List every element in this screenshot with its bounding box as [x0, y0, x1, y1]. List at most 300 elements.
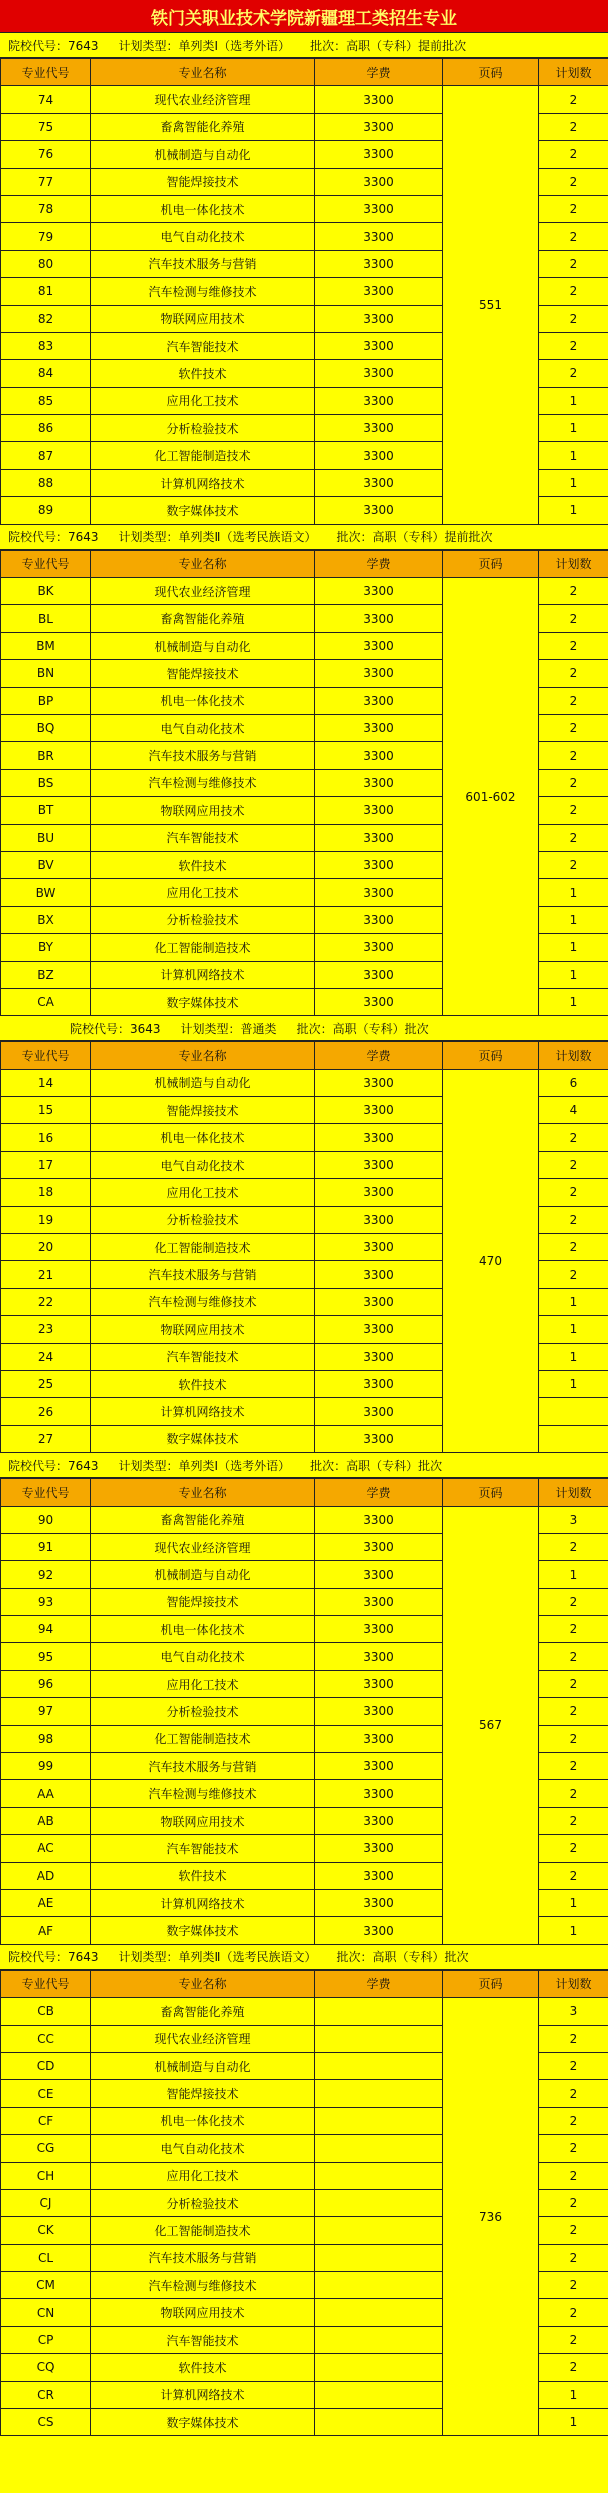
plan-count: 2 — [539, 742, 608, 769]
tuition: 3300 — [315, 1533, 443, 1560]
major-code: 95 — [1, 1643, 91, 1670]
section-info — [0, 1945, 608, 1970]
section-info-item: 计划类型：单列类Ⅰ（选考外语） — [118, 1458, 291, 1473]
table-row — [1, 1506, 608, 1533]
plan-count: 1 — [539, 442, 608, 469]
tuition: 3300 — [315, 278, 443, 305]
major-code: 16 — [1, 1124, 91, 1151]
major-name: 汽车技术服务与营销 — [91, 250, 315, 277]
major-code: BM — [1, 632, 91, 659]
major-name: 智能焊接技术 — [91, 2080, 315, 2107]
major-name: 软件技术 — [91, 2354, 315, 2381]
major-table — [0, 1970, 608, 2437]
plan-count: 2 — [539, 1807, 608, 1834]
major-code: BQ — [1, 714, 91, 741]
major-name: 汽车检测与维修技术 — [91, 769, 315, 796]
plan-count: 2 — [539, 2162, 608, 2189]
major-code: 86 — [1, 415, 91, 442]
plan-section — [0, 33, 608, 525]
major-name: 软件技术 — [91, 1370, 315, 1397]
major-code: BY — [1, 934, 91, 961]
tuition: 3300 — [315, 632, 443, 659]
tuition: 3300 — [315, 605, 443, 632]
major-code: BZ — [1, 961, 91, 988]
page-number: 601-602 — [443, 578, 539, 1016]
major-code: BN — [1, 660, 91, 687]
major-code: 93 — [1, 1588, 91, 1615]
plan-count: 2 — [539, 714, 608, 741]
plan-count: 1 — [539, 961, 608, 988]
major-code: 25 — [1, 1370, 91, 1397]
page-number: 736 — [443, 1998, 539, 2436]
plan-count: 2 — [539, 2107, 608, 2134]
plan-count: 2 — [539, 2189, 608, 2216]
section-info-item: 计划类型：普通类 — [180, 1021, 277, 1036]
plan-count: 3 — [539, 1506, 608, 1533]
major-name: 机电一体化技术 — [91, 195, 315, 222]
major-code: 76 — [1, 141, 91, 168]
plan-count: 2 — [539, 1698, 608, 1725]
plan-count: 1 — [539, 1316, 608, 1343]
major-name: 现代农业经济管理 — [91, 1533, 315, 1560]
tuition: 3300 — [315, 797, 443, 824]
column-header: 学费 — [315, 59, 443, 86]
plan-count: 1 — [539, 497, 608, 524]
major-code: 26 — [1, 1398, 91, 1425]
plan-count: 2 — [539, 769, 608, 796]
tuition: 3300 — [315, 1151, 443, 1178]
major-code: CL — [1, 2244, 91, 2271]
section-info-item: 计划类型：单列类Ⅱ（选考民族语文） — [118, 1950, 317, 1965]
major-name: 软件技术 — [91, 360, 315, 387]
major-name: 机械制造与自动化 — [91, 632, 315, 659]
plan-count: 2 — [539, 223, 608, 250]
tuition: 3300 — [315, 906, 443, 933]
column-header: 学费 — [315, 1042, 443, 1069]
tuition: 3300 — [315, 578, 443, 605]
major-name: 机械制造与自动化 — [91, 1561, 315, 1588]
major-code: BT — [1, 797, 91, 824]
column-header: 页码 — [443, 550, 539, 577]
plan-section — [0, 1453, 608, 1945]
major-name: 化工智能制造技术 — [91, 1725, 315, 1752]
tuition — [315, 2025, 443, 2052]
tuition: 3300 — [315, 305, 443, 332]
major-code: CK — [1, 2217, 91, 2244]
tuition: 3300 — [315, 1179, 443, 1206]
plan-count: 2 — [539, 168, 608, 195]
major-code: 27 — [1, 1425, 91, 1452]
tuition — [315, 2299, 443, 2326]
section-info-item: 院校代号：7643 — [8, 38, 99, 53]
major-name: 应用化工技术 — [91, 2162, 315, 2189]
major-name: 汽车检测与维修技术 — [91, 1780, 315, 1807]
plan-count: 1 — [539, 387, 608, 414]
plan-count: 1 — [539, 415, 608, 442]
plan-count: 2 — [539, 1261, 608, 1288]
tuition — [315, 2326, 443, 2353]
column-header: 计划数 — [539, 59, 608, 86]
tuition: 3300 — [315, 961, 443, 988]
major-name: 分析检验技术 — [91, 1698, 315, 1725]
tuition: 3300 — [315, 714, 443, 741]
major-code: 96 — [1, 1670, 91, 1697]
plan-count: 2 — [539, 2052, 608, 2079]
major-name: 智能焊接技术 — [91, 1588, 315, 1615]
major-code: 98 — [1, 1725, 91, 1752]
major-table — [0, 1478, 608, 1945]
plan-count: 2 — [539, 2217, 608, 2244]
tuition: 3300 — [315, 1288, 443, 1315]
page-number: 470 — [443, 1069, 539, 1452]
tuition: 3300 — [315, 86, 443, 113]
plan-count: 2 — [539, 1179, 608, 1206]
tuition: 3300 — [315, 1370, 443, 1397]
plan-count: 2 — [539, 1533, 608, 1560]
column-header: 页码 — [443, 59, 539, 86]
plan-count: 2 — [539, 86, 608, 113]
section-info-item: 院校代号：7643 — [8, 1950, 99, 1965]
major-code: 87 — [1, 442, 91, 469]
major-table — [0, 550, 608, 1017]
major-name: 物联网应用技术 — [91, 1316, 315, 1343]
table-row — [1, 86, 608, 113]
tuition — [315, 2217, 443, 2244]
major-code: 21 — [1, 1261, 91, 1288]
section-info — [0, 33, 608, 58]
tuition — [315, 2244, 443, 2271]
plan-count: 2 — [539, 113, 608, 140]
tuition: 3300 — [315, 360, 443, 387]
section-info — [0, 1453, 608, 1478]
column-header: 专业代号 — [1, 1970, 91, 1997]
major-name: 数字媒体技术 — [91, 1425, 315, 1452]
tuition: 3300 — [315, 1616, 443, 1643]
major-name: 智能焊接技术 — [91, 1097, 315, 1124]
major-code: CP — [1, 2326, 91, 2353]
plan-count: 2 — [539, 1753, 608, 1780]
plan-section — [0, 1945, 608, 2437]
major-name: 汽车检测与维修技术 — [91, 278, 315, 305]
major-name: 畜禽智能化养殖 — [91, 1506, 315, 1533]
plan-count: 1 — [539, 906, 608, 933]
plan-count: 2 — [539, 1725, 608, 1752]
major-name: 数字媒体技术 — [91, 497, 315, 524]
major-name: 智能焊接技术 — [91, 660, 315, 687]
tuition: 3300 — [315, 113, 443, 140]
tuition — [315, 2162, 443, 2189]
major-name: 应用化工技术 — [91, 1670, 315, 1697]
major-code: CQ — [1, 2354, 91, 2381]
major-code: CE — [1, 2080, 91, 2107]
major-code: 91 — [1, 1533, 91, 1560]
major-code: 99 — [1, 1753, 91, 1780]
tuition: 3300 — [315, 1835, 443, 1862]
major-name: 畜禽智能化养殖 — [91, 1998, 315, 2025]
section-info-item: 院校代号：7643 — [8, 1458, 99, 1473]
tuition: 3300 — [315, 1069, 443, 1096]
plan-count: 2 — [539, 278, 608, 305]
major-code: CR — [1, 2381, 91, 2408]
major-code: 15 — [1, 1097, 91, 1124]
tuition: 3300 — [315, 1506, 443, 1533]
major-name: 计算机网络技术 — [91, 1398, 315, 1425]
major-name: 化工智能制造技术 — [91, 1234, 315, 1261]
column-header: 学费 — [315, 1479, 443, 1506]
major-name: 物联网应用技术 — [91, 797, 315, 824]
column-header: 专业代号 — [1, 59, 91, 86]
column-header: 页码 — [443, 1042, 539, 1069]
major-name: 机电一体化技术 — [91, 2107, 315, 2134]
plan-count: 2 — [539, 1643, 608, 1670]
column-header: 计划数 — [539, 1970, 608, 1997]
major-code: 78 — [1, 195, 91, 222]
header-row — [1, 550, 608, 577]
page-number: 567 — [443, 1506, 539, 1944]
tuition: 3300 — [315, 1670, 443, 1697]
major-code: BP — [1, 687, 91, 714]
tuition: 3300 — [315, 223, 443, 250]
tuition — [315, 2381, 443, 2408]
major-code: 81 — [1, 278, 91, 305]
plan-count: 1 — [539, 1288, 608, 1315]
major-code: 20 — [1, 1234, 91, 1261]
plan-count: 1 — [539, 1343, 608, 1370]
column-header: 专业名称 — [91, 1479, 315, 1506]
tuition: 3300 — [315, 1206, 443, 1233]
major-name: 应用化工技术 — [91, 1179, 315, 1206]
plan-count: 2 — [539, 2326, 608, 2353]
tuition — [315, 2409, 443, 2436]
plan-section — [0, 525, 608, 1017]
tuition: 3300 — [315, 934, 443, 961]
major-name: 分析检验技术 — [91, 415, 315, 442]
major-name: 物联网应用技术 — [91, 1807, 315, 1834]
tuition: 3300 — [315, 1698, 443, 1725]
plan-count: 2 — [539, 632, 608, 659]
plan-count: 2 — [539, 1616, 608, 1643]
major-name: 电气自动化技术 — [91, 2135, 315, 2162]
plan-count: 1 — [539, 934, 608, 961]
major-code: CF — [1, 2107, 91, 2134]
major-code: 94 — [1, 1616, 91, 1643]
tuition: 3300 — [315, 1753, 443, 1780]
major-code: CB — [1, 1998, 91, 2025]
major-name: 汽车智能技术 — [91, 2326, 315, 2353]
column-header: 页码 — [443, 1970, 539, 1997]
tuition: 3300 — [315, 1807, 443, 1834]
tuition: 3300 — [315, 742, 443, 769]
plan-count: 1 — [539, 1890, 608, 1917]
plan-count: 2 — [539, 1835, 608, 1862]
plan-count: 2 — [539, 605, 608, 632]
major-code: BR — [1, 742, 91, 769]
plan-count: 2 — [539, 1588, 608, 1615]
tuition: 3300 — [315, 1124, 443, 1151]
section-info-item: 批次：高职（专科）提前批次 — [336, 530, 493, 545]
tuition: 3300 — [315, 769, 443, 796]
major-name: 电气自动化技术 — [91, 714, 315, 741]
tuition: 3300 — [315, 851, 443, 878]
column-header: 专业名称 — [91, 1042, 315, 1069]
column-header: 专业名称 — [91, 59, 315, 86]
major-code: AC — [1, 1835, 91, 1862]
major-code: 22 — [1, 1288, 91, 1315]
section-info-item: 批次：高职（专科）批次 — [336, 1950, 469, 1965]
plan-count: 3 — [539, 1998, 608, 2025]
plan-count: 2 — [539, 2354, 608, 2381]
plan-count: 2 — [539, 1151, 608, 1178]
plan-count — [539, 1425, 608, 1452]
major-code: 92 — [1, 1561, 91, 1588]
major-name: 现代农业经济管理 — [91, 86, 315, 113]
plan-count: 4 — [539, 1097, 608, 1124]
tuition: 3300 — [315, 141, 443, 168]
major-code: 18 — [1, 1179, 91, 1206]
major-code: 14 — [1, 1069, 91, 1096]
major-name: 汽车技术服务与营销 — [91, 1261, 315, 1288]
section-info-item: 院校代号：7643 — [8, 530, 99, 545]
major-name: 汽车智能技术 — [91, 824, 315, 851]
plan-count: 2 — [539, 250, 608, 277]
major-code: AE — [1, 1890, 91, 1917]
major-code: AB — [1, 1807, 91, 1834]
major-name: 汽车智能技术 — [91, 1343, 315, 1370]
major-name: 数字媒体技术 — [91, 988, 315, 1015]
column-header: 专业名称 — [91, 550, 315, 577]
plan-count: 2 — [539, 332, 608, 359]
plan-count: 2 — [539, 2299, 608, 2326]
major-name: 化工智能制造技术 — [91, 442, 315, 469]
major-name: 应用化工技术 — [91, 387, 315, 414]
major-code: 90 — [1, 1506, 91, 1533]
major-name: 电气自动化技术 — [91, 223, 315, 250]
major-name: 机械制造与自动化 — [91, 1069, 315, 1096]
table-row — [1, 1069, 608, 1096]
header-row — [1, 1970, 608, 1997]
major-name: 汽车检测与维修技术 — [91, 2272, 315, 2299]
table-row — [1, 578, 608, 605]
tuition — [315, 2080, 443, 2107]
major-name: 分析检验技术 — [91, 2189, 315, 2216]
major-code: 17 — [1, 1151, 91, 1178]
plan-count: 2 — [539, 2135, 608, 2162]
major-name: 软件技术 — [91, 1862, 315, 1889]
plan-count: 2 — [539, 195, 608, 222]
tuition: 3300 — [315, 415, 443, 442]
header-row — [1, 1042, 608, 1069]
major-code: 80 — [1, 250, 91, 277]
tuition: 3300 — [315, 1398, 443, 1425]
plan-count: 2 — [539, 824, 608, 851]
major-name: 机械制造与自动化 — [91, 2052, 315, 2079]
section-info — [0, 525, 608, 550]
major-name: 汽车技术服务与营销 — [91, 1753, 315, 1780]
major-code: 23 — [1, 1316, 91, 1343]
major-name: 计算机网络技术 — [91, 961, 315, 988]
major-code: 83 — [1, 332, 91, 359]
major-name: 计算机网络技术 — [91, 1890, 315, 1917]
tuition: 3300 — [315, 497, 443, 524]
major-name: 计算机网络技术 — [91, 2381, 315, 2408]
plan-count: 2 — [539, 660, 608, 687]
tuition: 3300 — [315, 195, 443, 222]
major-code: CC — [1, 2025, 91, 2052]
tuition — [315, 2272, 443, 2299]
column-header: 页码 — [443, 1479, 539, 1506]
column-header: 学费 — [315, 1970, 443, 1997]
sections-container — [0, 33, 608, 2436]
section-info-item: 计划类型：单列类Ⅱ（选考民族语文） — [118, 530, 317, 545]
major-name: 数字媒体技术 — [91, 1917, 315, 1944]
major-name: 汽车智能技术 — [91, 332, 315, 359]
major-code: 97 — [1, 1698, 91, 1725]
section-info-item: 批次：高职（专科）批次 — [296, 1021, 429, 1036]
major-name: 现代农业经济管理 — [91, 578, 315, 605]
tuition: 3300 — [315, 1917, 443, 1944]
tuition: 3300 — [315, 1890, 443, 1917]
major-code: AA — [1, 1780, 91, 1807]
major-code: BV — [1, 851, 91, 878]
tuition: 3300 — [315, 1316, 443, 1343]
tuition: 3300 — [315, 687, 443, 714]
column-header: 专业代号 — [1, 1479, 91, 1506]
major-name: 畜禽智能化养殖 — [91, 113, 315, 140]
major-code: BS — [1, 769, 91, 796]
major-code: CS — [1, 2409, 91, 2436]
plan-count: 2 — [539, 1206, 608, 1233]
major-name: 汽车智能技术 — [91, 1835, 315, 1862]
major-code: 75 — [1, 113, 91, 140]
tuition: 3300 — [315, 332, 443, 359]
plan-count: 1 — [539, 879, 608, 906]
plan-count: 1 — [539, 1917, 608, 1944]
column-header: 计划数 — [539, 1042, 608, 1069]
tuition: 3300 — [315, 879, 443, 906]
tuition: 3300 — [315, 988, 443, 1015]
section-info — [0, 1016, 608, 1041]
major-name: 现代农业经济管理 — [91, 2025, 315, 2052]
plan-section — [0, 1016, 608, 1453]
major-name: 化工智能制造技术 — [91, 2217, 315, 2244]
major-code: AF — [1, 1917, 91, 1944]
section-info-item: 院校代号：3643 — [70, 1021, 161, 1036]
major-code: BU — [1, 824, 91, 851]
major-name: 物联网应用技术 — [91, 305, 315, 332]
plan-count: 2 — [539, 2244, 608, 2271]
tuition: 3300 — [315, 1234, 443, 1261]
column-header: 专业代号 — [1, 1042, 91, 1069]
tuition: 3300 — [315, 1343, 443, 1370]
tuition: 3300 — [315, 1425, 443, 1452]
major-code: 74 — [1, 86, 91, 113]
plan-count: 2 — [539, 2080, 608, 2107]
plan-count: 2 — [539, 2025, 608, 2052]
column-header: 计划数 — [539, 1479, 608, 1506]
tuition: 3300 — [315, 1725, 443, 1752]
column-header: 计划数 — [539, 550, 608, 577]
major-name: 汽车技术服务与营销 — [91, 2244, 315, 2271]
plan-count: 2 — [539, 1862, 608, 1889]
major-code: CG — [1, 2135, 91, 2162]
major-code: CN — [1, 2299, 91, 2326]
major-code: CH — [1, 2162, 91, 2189]
column-header: 专业名称 — [91, 1970, 315, 1997]
section-info-item: 计划类型：单列类Ⅰ（选考外语） — [118, 38, 291, 53]
plan-count: 1 — [539, 988, 608, 1015]
major-name: 畜禽智能化养殖 — [91, 605, 315, 632]
major-code: 79 — [1, 223, 91, 250]
